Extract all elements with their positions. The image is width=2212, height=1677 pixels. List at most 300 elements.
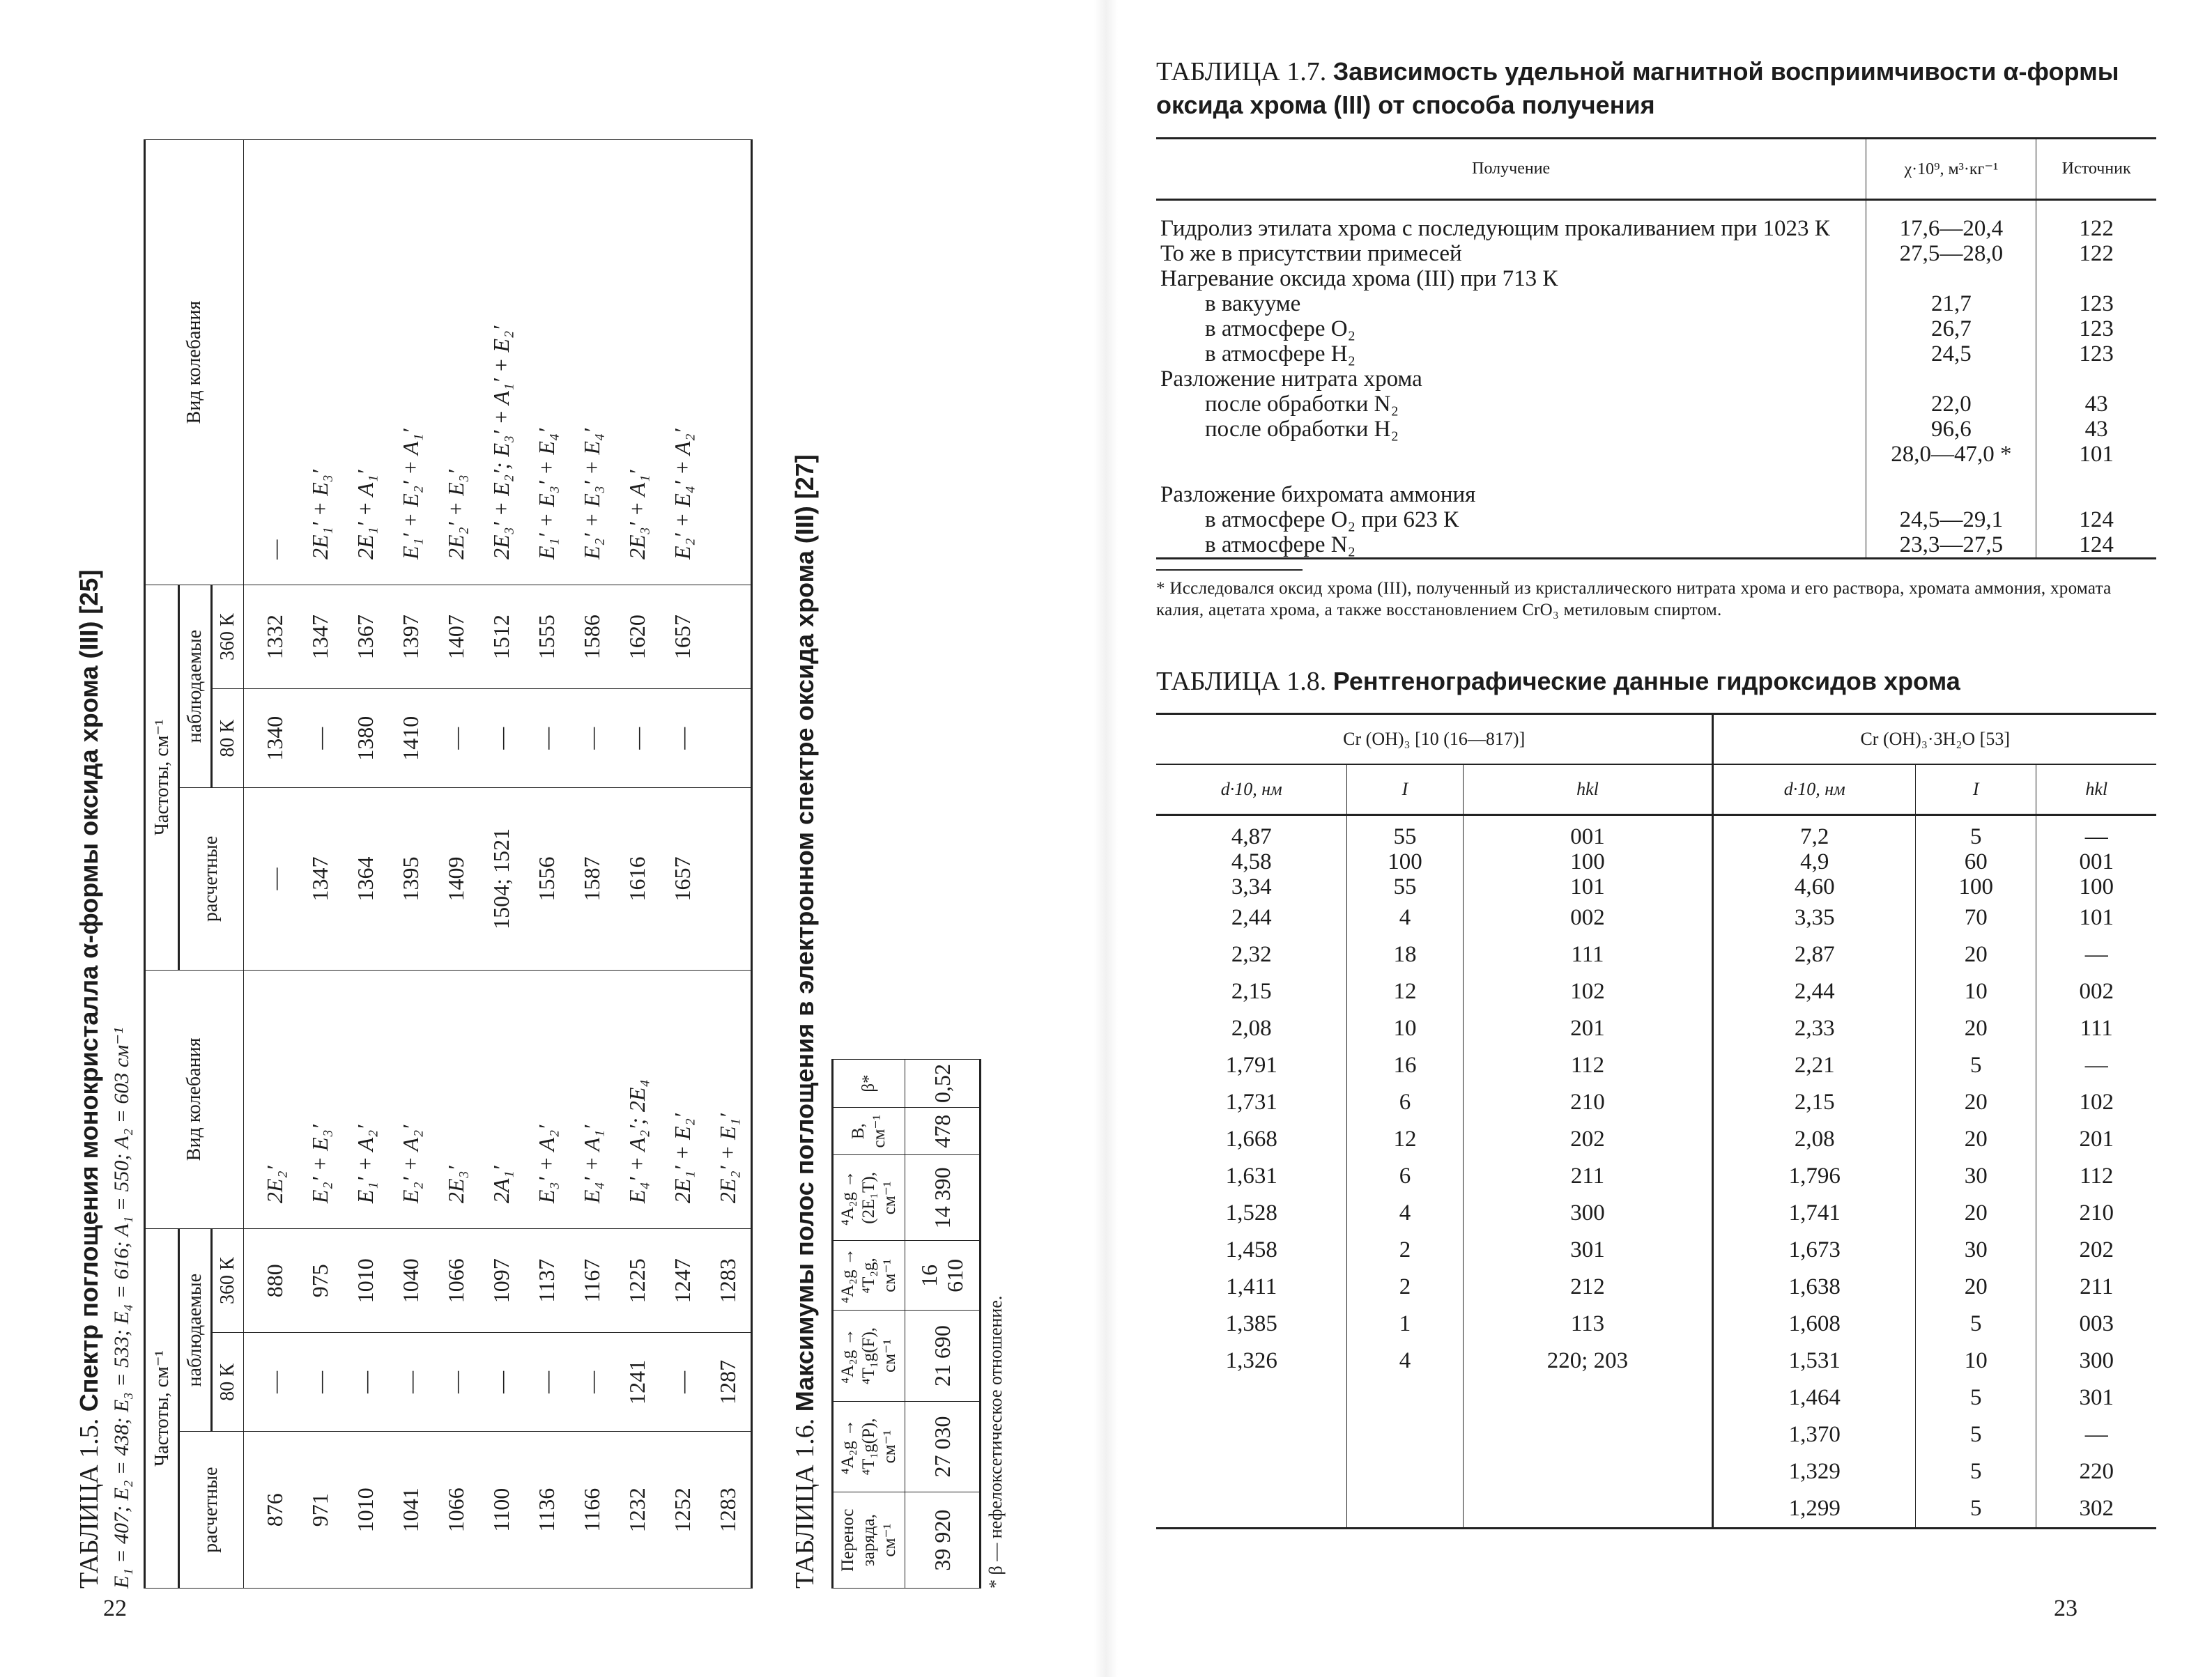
data-cell: 102 (2036, 1084, 2156, 1121)
caption-prefix: ТАБЛИЦА 1.7. (1156, 57, 1327, 86)
data-cell: 220 (2036, 1453, 2156, 1490)
data-cell: 3,35 (1713, 899, 1916, 936)
data-cell: 20 (1915, 1121, 2036, 1158)
data-cell: 10 (1915, 973, 2036, 1010)
frequency-cell: 975 (298, 1229, 343, 1333)
data-cell: 1,411 (1226, 1274, 1277, 1299)
method-cell: Разложение нитрата хрома (1160, 366, 1422, 392)
frequency-cell: — (243, 1333, 298, 1432)
footnote-rule (1156, 569, 1303, 571)
table-row (1156, 899, 2156, 936)
vibration-mode-cell: E₄′ + A₁′ (569, 970, 615, 1228)
table-row (1156, 1453, 2156, 1490)
method-cell: в атмосфере H₂ (1205, 341, 1356, 366)
vibration-mode-cell: E₁′ + E₃′ + E₄′ (524, 140, 569, 585)
frequency-cell: 1332 (243, 585, 298, 689)
frequency-cell: 1347 (298, 585, 343, 689)
table-1-5 (73, 70, 753, 1589)
table-row (569, 140, 615, 1589)
data-cell: 300 (2036, 1343, 2156, 1380)
source-cell: 122 (2036, 200, 2156, 242)
data-cell (1156, 1490, 1347, 1529)
header-observed: наблюдаемые (178, 1229, 211, 1432)
data-cell: 111 (2036, 1010, 2156, 1047)
header-mode: Вид колебания (144, 140, 243, 585)
value-cell: 478 (905, 1108, 981, 1155)
data-cell: 2,32 (1231, 941, 1272, 967)
header-mode: Вид колебания (144, 970, 243, 1228)
data-cell: 112 (1463, 1047, 1713, 1084)
data-cell: 1,299 (1713, 1490, 1916, 1529)
source-cell (2036, 366, 2156, 392)
data-cell: 1,385 (1225, 1311, 1277, 1336)
absorption-table-body (243, 140, 751, 1589)
table-row (1156, 1195, 2156, 1232)
source-cell (2036, 266, 2156, 291)
vibration-mode-cell: E₂′ + A₂′ (388, 970, 433, 1228)
chi-value-cell: 24,5 (1866, 341, 2036, 366)
data-cell: 20 (1915, 1269, 2036, 1306)
chi-value-cell: 28,0—47,0 * (1866, 442, 2036, 467)
data-cell: 5 (1915, 814, 2036, 849)
data-cell: 2,21 (1713, 1047, 1916, 1084)
method-cell: в вакууме (1205, 291, 1301, 316)
frequency-cell: — (569, 689, 615, 788)
vibration-mode-cell: 2E₁′ + E₂′ (660, 970, 705, 1228)
data-cell: 001 (1463, 814, 1713, 849)
frequency-cell: — (343, 1333, 388, 1432)
frequency-cell: 1225 (615, 1229, 660, 1333)
header-calculated: расчетные (178, 1432, 243, 1589)
data-cell: 2 (1347, 1232, 1463, 1269)
data-cell (1156, 1453, 1347, 1490)
data-cell: 4,87 (1231, 824, 1272, 849)
frequency-cell: — (298, 1333, 343, 1432)
header-source: Источник (2036, 139, 2156, 200)
data-cell: 001 (2036, 849, 2156, 874)
table-row (1156, 1416, 2156, 1453)
source-cell: 123 (2036, 341, 2156, 366)
data-cell (1347, 1380, 1463, 1416)
frequency-cell: 1041 (388, 1432, 433, 1589)
chi-value-cell (1866, 266, 2036, 291)
table-row (1156, 366, 2156, 392)
frequency-cell: 1136 (524, 1432, 569, 1589)
value-cell: 0,52 (905, 1060, 981, 1108)
vibration-mode-cell: 2E₃′ (433, 970, 479, 1228)
data-cell: 30 (1915, 1158, 2036, 1195)
data-cell: 4 (1347, 1343, 1463, 1380)
chi-value-cell: 17,6—20,4 (1866, 200, 2036, 242)
table-row (1156, 1232, 2156, 1269)
header-calculated: расчетные (178, 788, 243, 970)
table-row (1156, 316, 2156, 341)
data-cell: 1,638 (1713, 1269, 1916, 1306)
source-cell: 123 (2036, 316, 2156, 341)
data-cell: 55 (1347, 874, 1463, 899)
data-cell: 202 (2036, 1232, 2156, 1269)
data-cell: 5 (1915, 1416, 2036, 1453)
column-header: ⁴A₂g → ⁴T₁g(P), см⁻¹ (833, 1401, 905, 1492)
vibration-mode-cell: E₂′ + E₃′ + E₄′ (569, 140, 615, 585)
data-cell: — (2036, 1416, 2156, 1453)
frequency-cell: 1287 (705, 1333, 752, 1432)
frequency-cell: 1347 (298, 788, 343, 970)
vibration-mode-cell: 2E₁′ + E₃′ (298, 140, 343, 585)
data-cell (1156, 1416, 1347, 1453)
data-cell: 301 (1463, 1232, 1713, 1269)
data-cell: 60 (1915, 849, 2036, 874)
header-observed: наблюдаемые (178, 585, 211, 788)
frequency-cell: — (479, 689, 524, 788)
column-header: ⁴A₂g → (2E₁T), см⁻¹ (833, 1155, 905, 1241)
data-cell: — (2036, 1047, 2156, 1084)
frequency-cell: — (660, 1333, 705, 1432)
frequency-cell: 1380 (343, 689, 388, 788)
data-cell: 5 (1915, 1490, 2036, 1529)
data-cell: 4,58 (1231, 849, 1272, 874)
method-cell: Разложение бихромата аммония (1160, 482, 1476, 507)
data-cell: 101 (2036, 899, 2156, 936)
frequency-cell (705, 788, 752, 970)
source-cell: 124 (2036, 507, 2156, 532)
data-cell: 4,60 (1713, 874, 1916, 899)
data-cell: 1,464 (1713, 1380, 1916, 1416)
column-header: I (1915, 764, 2036, 815)
data-cell: 1,668 (1225, 1126, 1277, 1152)
data-cell: 201 (2036, 1121, 2156, 1158)
frequency-cell: 1504; 1521 (479, 788, 524, 970)
table-subtitle: E₁ = 407; E₂ = 438; E₃ = 533; E₄ = 616; A₁ = 550; A₂ = 603 см⁻¹ (109, 1027, 133, 1589)
method-cell: в атмосфере N₂ (1205, 532, 1356, 557)
table-row (705, 140, 752, 1589)
data-cell (1347, 1490, 1463, 1529)
table-row (660, 140, 705, 1589)
frequency-cell: — (298, 689, 343, 788)
right-page (1106, 0, 2212, 1677)
data-cell: 300 (1463, 1195, 1713, 1232)
value-cell: 39 920 (905, 1492, 981, 1589)
data-cell: — (2036, 936, 2156, 973)
frequency-cell: 1097 (479, 1229, 524, 1333)
method-cell: Гидролиз этилата хрома с последующим прокаливанием при 1023 К (1160, 216, 1830, 241)
frequency-cell: 1512 (479, 585, 524, 689)
data-cell: 70 (1915, 899, 2036, 936)
header-chi: χ·10⁹, м³·кг⁻¹ (1866, 139, 2036, 200)
rotated-content (73, 70, 1049, 1589)
data-cell: 211 (2036, 1269, 2156, 1306)
data-cell: 112 (2036, 1158, 2156, 1195)
table-row (1156, 507, 2156, 532)
group-header-cr-oh3-hydrate: Cr (OH)₃·3H₂O [53] (1713, 713, 2156, 764)
data-cell: 201 (1463, 1010, 1713, 1047)
method-cell: То же в присутствии примесей (1160, 241, 1462, 266)
table-row (388, 140, 433, 1589)
data-cell: 5 (1915, 1453, 2036, 1490)
data-cell: 3,34 (1231, 874, 1272, 899)
table-caption (789, 70, 822, 1589)
data-cell: 003 (2036, 1306, 2156, 1343)
source-cell: 124 (2036, 532, 2156, 559)
source-cell: 101 (2036, 442, 2156, 467)
vibration-mode-cell: 2E₃′ + A₁′ (615, 140, 660, 585)
frequency-cell: 1407 (433, 585, 479, 689)
frequency-cell: 1410 (388, 689, 433, 788)
table-footnote (1156, 569, 2156, 621)
xray-data-table (1156, 713, 2156, 1529)
data-cell: 12 (1347, 1121, 1463, 1158)
chi-value-cell: 26,7 (1866, 316, 2036, 341)
source-cell: 123 (2036, 291, 2156, 316)
page-number: 22 (103, 1595, 127, 1621)
frequency-cell: 876 (243, 1432, 298, 1589)
frequency-cell: 1010 (343, 1432, 388, 1589)
column-header: ⁴A₂g → ⁴T₁g(F), см⁻¹ (833, 1311, 905, 1401)
data-cell: 4,9 (1713, 849, 1916, 874)
column-header: hkl (2036, 764, 2156, 815)
data-cell: 5 (1915, 1306, 2036, 1343)
frequency-cell: 1397 (388, 585, 433, 689)
table-row (1156, 266, 2156, 291)
table-caption (1156, 56, 2156, 122)
data-cell: 301 (2036, 1380, 2156, 1416)
data-cell: 4 (1347, 899, 1463, 936)
data-cell: 16 (1347, 1047, 1463, 1084)
data-cell: 4 (1347, 1195, 1463, 1232)
data-cell: 210 (2036, 1195, 2156, 1232)
frequency-cell: 1409 (433, 788, 479, 970)
data-cell: 20 (1915, 936, 2036, 973)
table-row (1156, 241, 2156, 266)
value-cell: 16 610 (905, 1241, 981, 1311)
table-row (479, 140, 524, 1589)
data-cell: 210 (1463, 1084, 1713, 1121)
frequency-cell: 1364 (343, 788, 388, 970)
frequency-cell: — (524, 689, 569, 788)
method-cell: после обработки H₂ (1205, 417, 1399, 442)
frequency-cell: 1657 (660, 788, 705, 970)
table-row (1156, 1084, 2156, 1121)
vibration-mode-cell: E₃′ + A₂′ (524, 970, 569, 1228)
frequency-cell: 1556 (524, 788, 569, 970)
table-row (1156, 1343, 2156, 1380)
column-header: Перенос заряда, см⁻¹ (833, 1492, 905, 1589)
vibration-mode-cell: 2E₂′ (243, 970, 298, 1228)
caption-prefix: ТАБЛИЦА 1.5. (75, 1418, 104, 1589)
data-cell: 20 (1915, 1084, 2036, 1121)
data-cell: 1,608 (1713, 1306, 1916, 1343)
table-row (1156, 532, 2156, 559)
data-cell (1463, 1453, 1713, 1490)
frequency-cell: 1232 (615, 1432, 660, 1589)
data-cell: 002 (1463, 899, 1713, 936)
table-row (615, 140, 660, 1589)
table-1-8 (1156, 665, 2156, 1529)
frequency-cell (705, 585, 752, 689)
caption-title: Зависимость удельной магнитной восприимчивости α-формы оксида хрома (III) от способа получения (1156, 57, 2119, 119)
data-cell: 202 (1463, 1121, 1713, 1158)
caption-prefix: ТАБЛИЦА 1.6. (790, 1418, 820, 1589)
data-cell: 20 (1915, 1195, 2036, 1232)
source-cell: 122 (2036, 241, 2156, 266)
table-1-6 (789, 70, 1007, 1589)
frequency-cell: 1620 (615, 585, 660, 689)
caption-title: Спектр поглощения монокристалла α-формы оксида хрома (III) [25] (75, 569, 103, 1412)
vibration-mode-cell: E₄′ + A₂′; 2E₄ (615, 970, 660, 1228)
table-row (1156, 936, 2156, 973)
table-row (1156, 1306, 2156, 1343)
data-cell: 211 (1463, 1158, 1713, 1195)
data-cell: 102 (1463, 973, 1713, 1010)
data-cell: 113 (1463, 1306, 1713, 1343)
table-caption (1156, 665, 2156, 699)
frequency-cell: 971 (298, 1432, 343, 1589)
data-cell: 1 (1347, 1306, 1463, 1343)
data-cell: 20 (1915, 1010, 2036, 1047)
frequency-cell: — (524, 1333, 569, 1432)
data-cell: 10 (1347, 1010, 1463, 1047)
table-row (1156, 442, 2156, 467)
table-row (1156, 814, 2156, 849)
page-number: 23 (2054, 1595, 2077, 1621)
frequency-cell: 1283 (705, 1432, 752, 1589)
table-row (433, 140, 479, 1589)
header-360k: 360 К (211, 585, 243, 689)
frequency-cell: 1367 (343, 585, 388, 689)
vibration-mode-cell: 2A₁′ (479, 970, 524, 1228)
vibration-mode-cell (705, 140, 752, 585)
frequency-cell: — (433, 1333, 479, 1432)
vibration-mode-cell: — (243, 140, 298, 585)
frequency-cell: — (388, 1333, 433, 1432)
column-header: ⁴A₂g → ⁴T₂g, см⁻¹ (833, 1241, 905, 1311)
frequency-cell: 1241 (615, 1333, 660, 1432)
frequency-cell: — (615, 689, 660, 788)
absorption-table (144, 139, 753, 1589)
chi-value-cell (1866, 366, 2036, 392)
header-80k: 80 К (211, 689, 243, 788)
magnetic-susceptibility-table (1156, 137, 2156, 559)
frequency-cell: — (660, 689, 705, 788)
data-cell: 100 (2036, 874, 2156, 899)
source-cell: 43 (2036, 417, 2156, 442)
data-cell: 2,33 (1713, 1010, 1916, 1047)
data-cell: 6 (1347, 1084, 1463, 1121)
data-cell: 1,326 (1225, 1347, 1277, 1373)
column-header: hkl (1463, 764, 1713, 815)
chi-value-cell: 21,7 (1866, 291, 2036, 316)
frequency-cell: — (569, 1333, 615, 1432)
table-row (1156, 417, 2156, 442)
frequency-cell: 1167 (569, 1229, 615, 1333)
frequency-cell: 1066 (433, 1432, 479, 1589)
frequency-cell: 1252 (660, 1432, 705, 1589)
frequency-cell: — (243, 788, 298, 970)
data-cell (1156, 1380, 1347, 1416)
chi-value-cell: 96,6 (1866, 417, 2036, 442)
frequency-cell (705, 689, 752, 788)
frequency-cell: 1555 (524, 585, 569, 689)
table-footnote: * β — нефелоксетическое отношение. (985, 1295, 1006, 1589)
table-row (343, 140, 388, 1589)
data-cell: 2,15 (1231, 978, 1272, 1004)
data-cell: 2,08 (1713, 1121, 1916, 1158)
band-maxima-table (831, 1059, 981, 1589)
table-row (1156, 1010, 2156, 1047)
data-cell: 5 (1915, 1380, 2036, 1416)
vibration-mode-cell: 2E₁′ + A₁′ (343, 140, 388, 585)
data-cell (1463, 1490, 1713, 1529)
frequency-cell: 1586 (569, 585, 615, 689)
data-cell: 2,44 (1231, 904, 1272, 930)
vibration-mode-cell: E₁′ + E₂′ + A₁′ (388, 140, 433, 585)
method-cell: в атмосфере O₂ при 623 К (1205, 507, 1459, 532)
table-row (243, 140, 298, 1589)
chi-value-cell (1866, 467, 2036, 507)
table-row (1156, 1269, 2156, 1306)
data-cell: 2 (1347, 1269, 1463, 1306)
table-row (1156, 341, 2156, 366)
column-header: I (1347, 764, 1463, 815)
data-cell: 1,528 (1225, 1200, 1277, 1226)
frequency-cell: 1040 (388, 1229, 433, 1333)
method-cell: после обработки N₂ (1205, 392, 1399, 417)
table-row (1156, 849, 2156, 874)
value-cell: 27 030 (905, 1401, 981, 1492)
table-row (1156, 200, 2156, 242)
table-row (1156, 467, 2156, 507)
data-cell: 1,796 (1713, 1158, 1916, 1195)
data-cell (1463, 1380, 1713, 1416)
caption-prefix: ТАБЛИЦА 1.8. (1156, 667, 1327, 696)
frequency-cell: 1010 (343, 1229, 388, 1333)
data-cell: 18 (1347, 936, 1463, 973)
data-cell: 1,791 (1225, 1052, 1277, 1078)
footnote-text: * Исследовался оксид хрома (III), полученный из кристаллического нитрата хрома и его раствора, хромата аммония, хромата калия, ацетата хрома, а также восстановлением CrO₃ метиловым спиртом. (1156, 579, 2112, 620)
data-cell: 2,15 (1713, 1084, 1916, 1121)
column-header: β* (833, 1060, 905, 1108)
data-cell: 1,531 (1713, 1343, 1916, 1380)
table-row (1156, 1047, 2156, 1084)
header-frequencies: Частоты, см⁻¹ (144, 1229, 178, 1589)
data-cell: 7,2 (1713, 814, 1916, 849)
data-cell: 1,731 (1225, 1089, 1277, 1115)
table-row (524, 140, 569, 1589)
caption-title: Максимумы полос поглощения в электронном спектре оксида хрома (III) [27] (790, 454, 819, 1412)
vibration-mode-cell: E₁′ + A₂′ (343, 970, 388, 1228)
group-header-cr-oh3: Cr (OH)₃ [10 (16—817)] (1156, 713, 1713, 764)
data-cell: 55 (1347, 814, 1463, 849)
table-row (1156, 392, 2156, 417)
frequency-cell: 1587 (569, 788, 615, 970)
frequency-cell: 1616 (615, 788, 660, 970)
data-cell: 101 (1463, 874, 1713, 899)
data-cell: 1,458 (1225, 1237, 1277, 1262)
table-row (1156, 291, 2156, 316)
data-cell: 1,631 (1225, 1163, 1277, 1189)
vibration-mode-cell: 2E₂′ + E₃′ (433, 140, 479, 585)
frequency-cell: 1100 (479, 1432, 524, 1589)
data-cell: 30 (1915, 1232, 2036, 1269)
vibration-mode-cell: 2E₃′ + E₂′; E₃′ + A₁′ + E₂′ (479, 140, 524, 585)
data-cell: 302 (2036, 1490, 2156, 1529)
vibration-mode-cell: E₂′ + E₄′ + A₂′ (660, 140, 705, 585)
frequency-cell: — (479, 1333, 524, 1432)
frequency-cell: 1066 (433, 1229, 479, 1333)
data-cell: — (2036, 814, 2156, 849)
header-frequencies: Частоты, см⁻¹ (144, 585, 178, 971)
data-cell: 111 (1463, 936, 1713, 973)
